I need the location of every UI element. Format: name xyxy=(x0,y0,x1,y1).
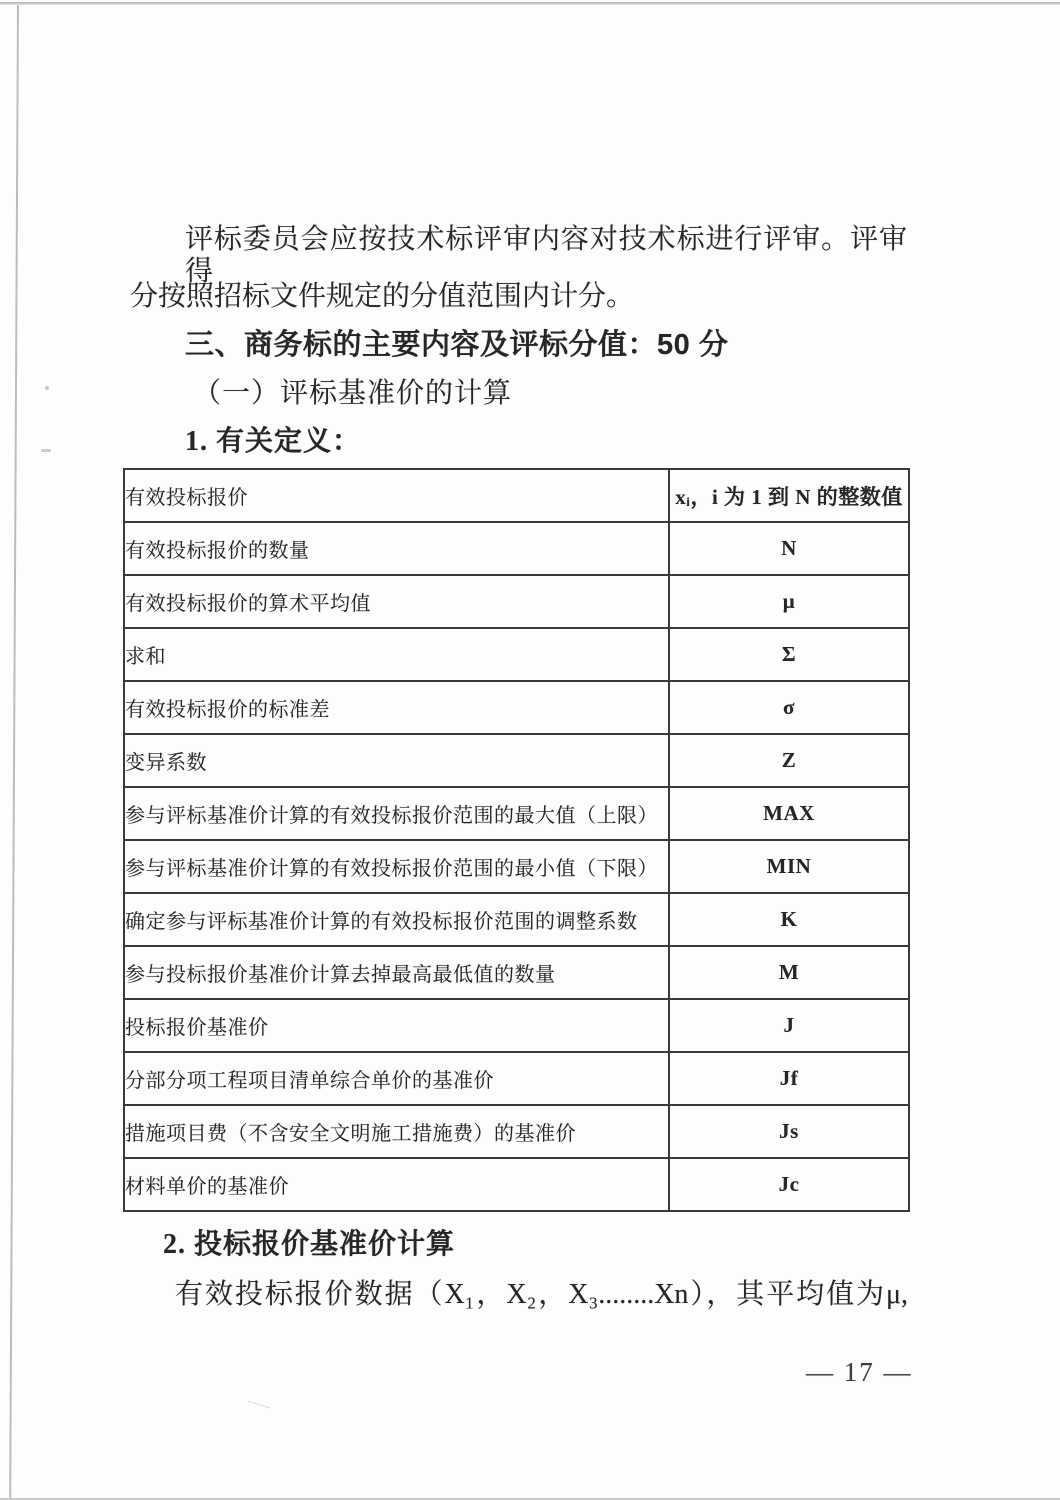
subsection-heading: （一）评标基准价的计算 xyxy=(193,378,513,409)
definition-term: 投标报价基准价 xyxy=(124,999,669,1052)
definition-term: 分部分项工程项目清单综合单价的基准价 xyxy=(124,1052,669,1105)
table-row xyxy=(124,893,909,946)
definition-term: 确定参与评标基准价计算的有效投标报价范围的调整系数 xyxy=(124,893,669,946)
definition-symbol: Js xyxy=(669,1105,909,1158)
definition-symbol: K xyxy=(669,893,909,946)
definitions-table xyxy=(123,468,910,1212)
table-row xyxy=(124,734,909,787)
table-row xyxy=(124,628,909,681)
definition-term: 参与评标基准价计算的有效投标报价范围的最大值（上限） xyxy=(124,787,669,840)
table-row xyxy=(124,840,909,893)
margin-speck-dot xyxy=(45,386,49,390)
table-row xyxy=(124,1158,909,1211)
table-row xyxy=(124,575,909,628)
definition-symbol: xᵢ，i 为 1 到 N 的整数值 xyxy=(669,469,909,522)
table-row xyxy=(124,522,909,575)
definition-symbol: J xyxy=(669,999,909,1052)
intro-paragraph-line2: 分按照招标文件规定的分值范围内计分。 xyxy=(130,281,635,312)
closing-paragraph-line: 有效投标报价数据（X₁，X₂，X₃........Xn），其平均值为μ, xyxy=(175,1279,908,1310)
definition-term: 变异系数 xyxy=(124,734,669,787)
page-number: — 17 — xyxy=(806,1357,913,1387)
table-row xyxy=(124,1105,909,1158)
table-row xyxy=(124,787,909,840)
margin-speck-dash xyxy=(41,449,51,452)
scan-scratch-mark xyxy=(248,1401,269,1409)
section-heading: 三、商务标的主要内容及评标分值：50 分 xyxy=(185,329,729,361)
definition-term: 参与投标报价基准价计算去掉最高最低值的数量 xyxy=(124,946,669,999)
calculation-heading: 2. 投标报价基准价计算 xyxy=(163,1229,456,1260)
definition-symbol: μ xyxy=(669,575,909,628)
definition-symbol: M xyxy=(669,946,909,999)
table-row xyxy=(124,999,909,1052)
definition-symbol: σ xyxy=(669,681,909,734)
definition-symbol: N xyxy=(669,522,909,575)
definition-symbol: MIN xyxy=(669,840,909,893)
table-row xyxy=(124,946,909,999)
table-row xyxy=(124,1052,909,1105)
definition-term: 求和 xyxy=(124,628,669,681)
definition-symbol: Jc xyxy=(669,1158,909,1211)
scan-left-edge-line xyxy=(9,5,19,1500)
definition-term: 材料单价的基准价 xyxy=(124,1158,669,1211)
definition-term: 措施项目费（不含安全文明施工措施费）的基准价 xyxy=(124,1105,669,1158)
scan-top-edge-line xyxy=(0,2,1060,5)
definition-symbol: Σ xyxy=(669,628,909,681)
definitions-table-body xyxy=(124,469,909,1211)
table-row xyxy=(124,469,909,522)
definition-symbol: MAX xyxy=(669,787,909,840)
definition-term: 有效投标报价的标准差 xyxy=(124,681,669,734)
definitions-heading: 1. 有关定义： xyxy=(185,426,362,457)
definition-term: 参与评标基准价计算的有效投标报价范围的最小值（下限） xyxy=(124,840,669,893)
definition-term: 有效投标报价的算术平均值 xyxy=(124,575,669,628)
definition-term: 有效投标报价的数量 xyxy=(124,522,669,575)
definition-symbol: Z xyxy=(669,734,909,787)
definition-symbol: Jf xyxy=(669,1052,909,1105)
table-row xyxy=(124,681,909,734)
intro-paragraph-line1: 评标委员会应按技术标评审内容对技术标进行评审。评审得 xyxy=(185,224,907,287)
definition-term: 有效投标报价 xyxy=(124,469,669,522)
